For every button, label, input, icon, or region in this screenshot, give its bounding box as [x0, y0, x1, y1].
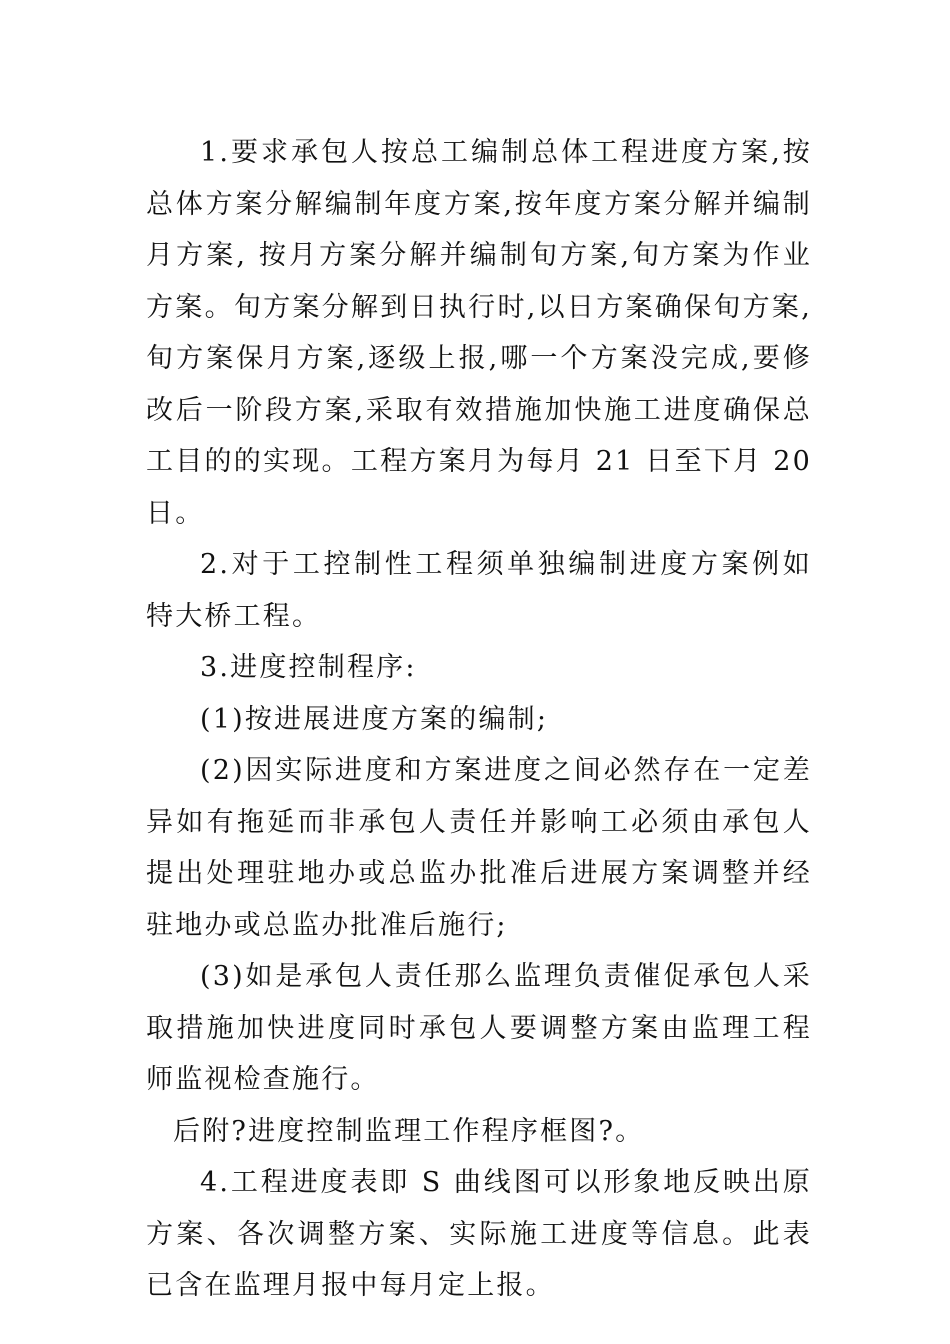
document-body [146, 127, 812, 1312]
paragraph-procedure-item-1: (1)按进展进度方案的编制; [200, 703, 549, 735]
paragraph-procedure-item-3: (3)如是承包人责任那么监理负责催促承包人采取措施加快进度同时承包人要调整方案由监理工程师监视检查施行。 [146, 961, 812, 1095]
paragraph-appendix-note: 后附?进度控制监理工作程序框图?。 [173, 1115, 645, 1147]
paragraph-s-curve: 4.工程进度表即 S 曲线图可以形象地反映出原方案、各次调整方案、实际施工进度等信息。此表已含在监理月报中每月定上报。 [146, 1167, 812, 1301]
paragraph-control-works: 2.对于工控制性工程须单独编制进度方案例如特大桥工程。 [146, 549, 812, 632]
paragraph-procedure-item-2: (2)因实际进度和方案进度之间必然存在一定差异如有拖延而非承包人责任并影响工必须由承包人提出处理驻地办或总监办批准后进展方案调整并经驻地办或总监办批准后施行; [146, 755, 812, 941]
paragraph-progress-plan: 1.要求承包人按总工编制总体工程进度方案,按总体方案分解编制年度方案,按年度方案分解并编制月方案, 按月方案分解并编制旬方案,旬方案为作业方案。旬方案分解到日执行时,以日方案确保旬方案,旬方案保月方案,逐级上报,哪一个方案没完成,要修改后一阶段方案,采取有效措施加快施工进度确保总工目的的实现。工程方案月为每月 21 日至下月 20 日。 [146, 137, 812, 529]
paragraph-control-procedure-heading: 3.进度控制程序: [200, 652, 417, 683]
